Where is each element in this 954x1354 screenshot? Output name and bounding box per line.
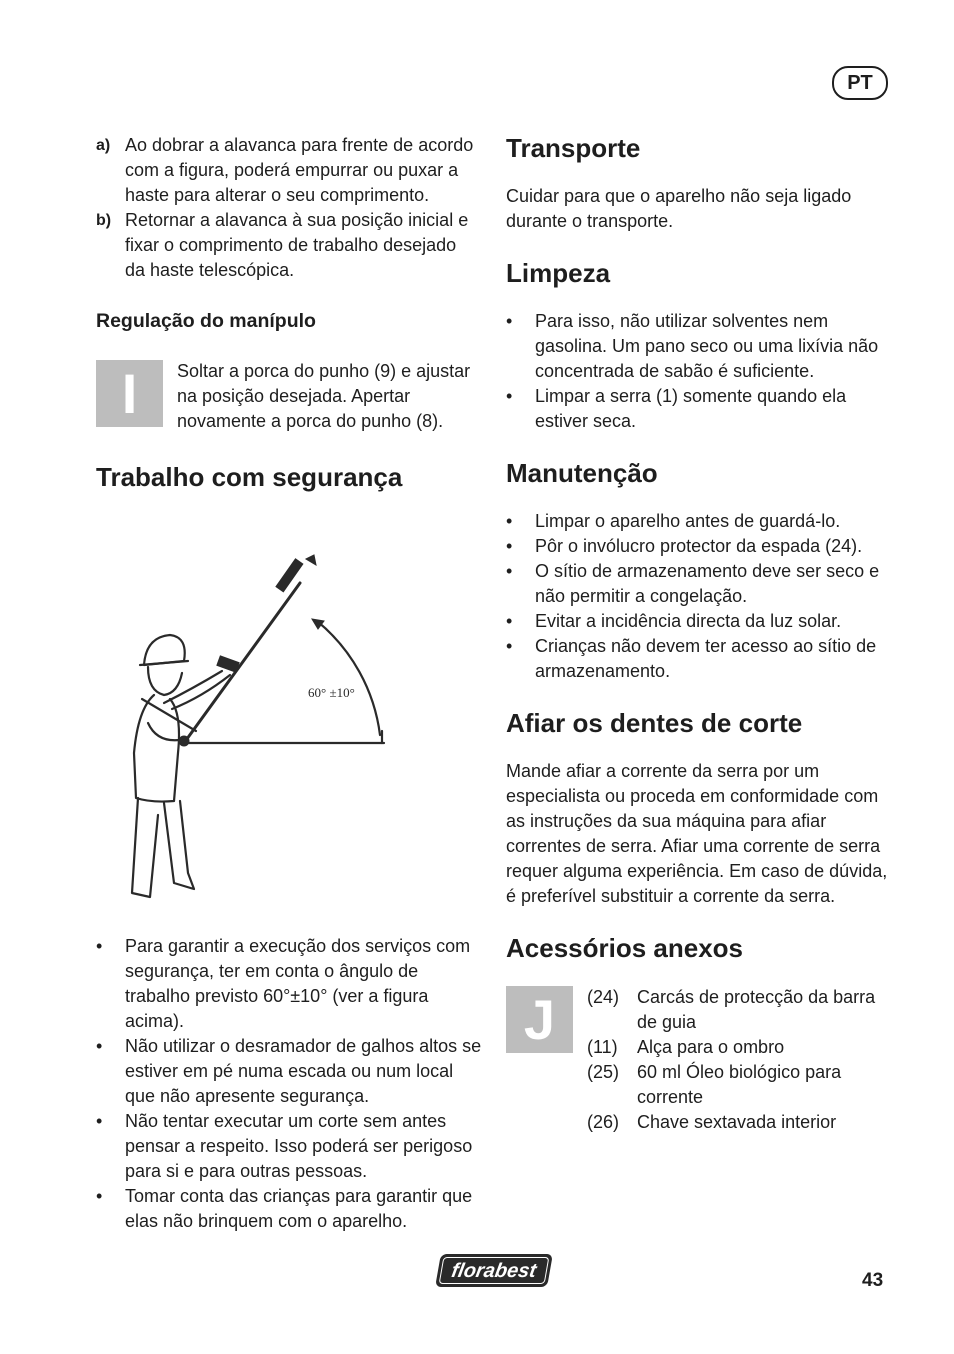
list-item: • Para isso, não utilizar solventes nem gasolina. Um pano seco ou uma lixívia não concentrada de sabão é suficiente. [506, 309, 892, 384]
sharpen-text: Mande afiar a corrente da serra por um especialista ou proceda em conformidade com as instruções da sua máquina para afiar correntes de serra. Afiar uma corrente de serra requer alguma experiência. Em caso de dúvida, é preferível substituir a corrente da serra. [506, 761, 888, 906]
step-b [96, 208, 480, 283]
list-item: • Limpar o aparelho antes de guardá-lo. [506, 509, 892, 534]
list-item: • Tomar conta das crianças para garantir que elas não brinquem com o aparelho. [96, 1184, 482, 1234]
list-item: • Não tentar executar um corte sem antes pensar a respeito. Isso poderá ser perigoso para si e para outras pessoas. [96, 1109, 482, 1184]
block-i-text: Soltar a porca do punho (9) e ajustar na posição desejada. Apertar novamente a porca do punho (8). [177, 361, 471, 431]
heading-safety: Trabalho com segurança [96, 462, 403, 492]
list-item: • Para garantir a execução dos serviços com segurança, ter em conta o ângulo de trabalho previsto 60°±10° (ver a figura acima). [96, 934, 482, 1034]
safety-bullet-list [96, 934, 482, 1234]
heading-transport: Transporte [506, 133, 641, 163]
heading-sharpen: Afiar os dentes de corte [506, 708, 803, 738]
list-item [587, 1110, 892, 1135]
item-text: Chave sextavada interior [637, 1112, 837, 1132]
letter-j-box: J [506, 986, 573, 1053]
left-column [96, 133, 480, 492]
list-item [587, 1060, 892, 1110]
subheading-handle-adjust: Regulação do manípulo [96, 310, 316, 332]
item-number: (11) [587, 1037, 618, 1057]
item-number: (25) [587, 1062, 620, 1082]
heading-accessories: Acessórios anexos [506, 933, 744, 963]
list-item: • Pôr o invólucro protector da espada (24). [506, 534, 892, 559]
cleaning-list [506, 309, 892, 434]
step-label: a) [96, 137, 111, 154]
step-label: b) [96, 212, 112, 229]
logo-text: florabest [439, 1257, 550, 1284]
list-item [587, 985, 892, 1035]
item-number: (24) [587, 987, 620, 1007]
list-item: • Limpar a serra (1) somente quando ela estiver seca. [506, 384, 892, 434]
transport-text: Cuidar para que o aparelho não seja ligado durante o transporte. [506, 186, 852, 231]
heading-maintenance: Manutenção [506, 458, 658, 488]
accessories-block [506, 985, 892, 1135]
heading-cleaning: Limpeza [506, 258, 611, 288]
list-item: • Não utilizar o desramador de galhos altos se estiver em pé numa escada ou num local que não apresente segurança. [96, 1034, 482, 1109]
item-number: (26) [587, 1112, 620, 1132]
right-column [506, 133, 892, 1135]
maintenance-list [506, 509, 892, 684]
item-text: Alça para o ombro [637, 1037, 785, 1057]
worker-illustration [112, 553, 412, 905]
item-text: 60 ml Óleo biológico para corrente [637, 1062, 842, 1107]
language-badge: PT [832, 66, 888, 100]
step-text: Retornar a alavanca à sua posição inicial e fixar o comprimento de trabalho desejado da haste telescópica. [125, 210, 469, 280]
angle-label: 60° ±10° [308, 685, 355, 700]
list-item: • O sítio de armazenamento deve ser seco e não permitir a congelação. [506, 559, 892, 609]
list-item: • Crianças não devem ter acesso ao sítio de armazenamento. [506, 634, 892, 684]
step-a [96, 133, 480, 208]
accessories-list [587, 985, 892, 1135]
list-item: • Evitar a incidência directa da luz solar. [506, 609, 892, 634]
letter-i-box: I [96, 360, 163, 427]
working-angle-figure [112, 553, 412, 905]
page-number: 43 [862, 1270, 884, 1291]
list-item [587, 1035, 892, 1060]
block-i [96, 359, 480, 434]
florabest-logo [435, 1254, 553, 1287]
item-text: Carcás de protecção da barra de guia [637, 987, 876, 1032]
step-text: Ao dobrar a alavanca para frente de acordo com a figura, poderá empurrar ou puxar a haste para alterar o seu comprimento. [125, 135, 474, 205]
